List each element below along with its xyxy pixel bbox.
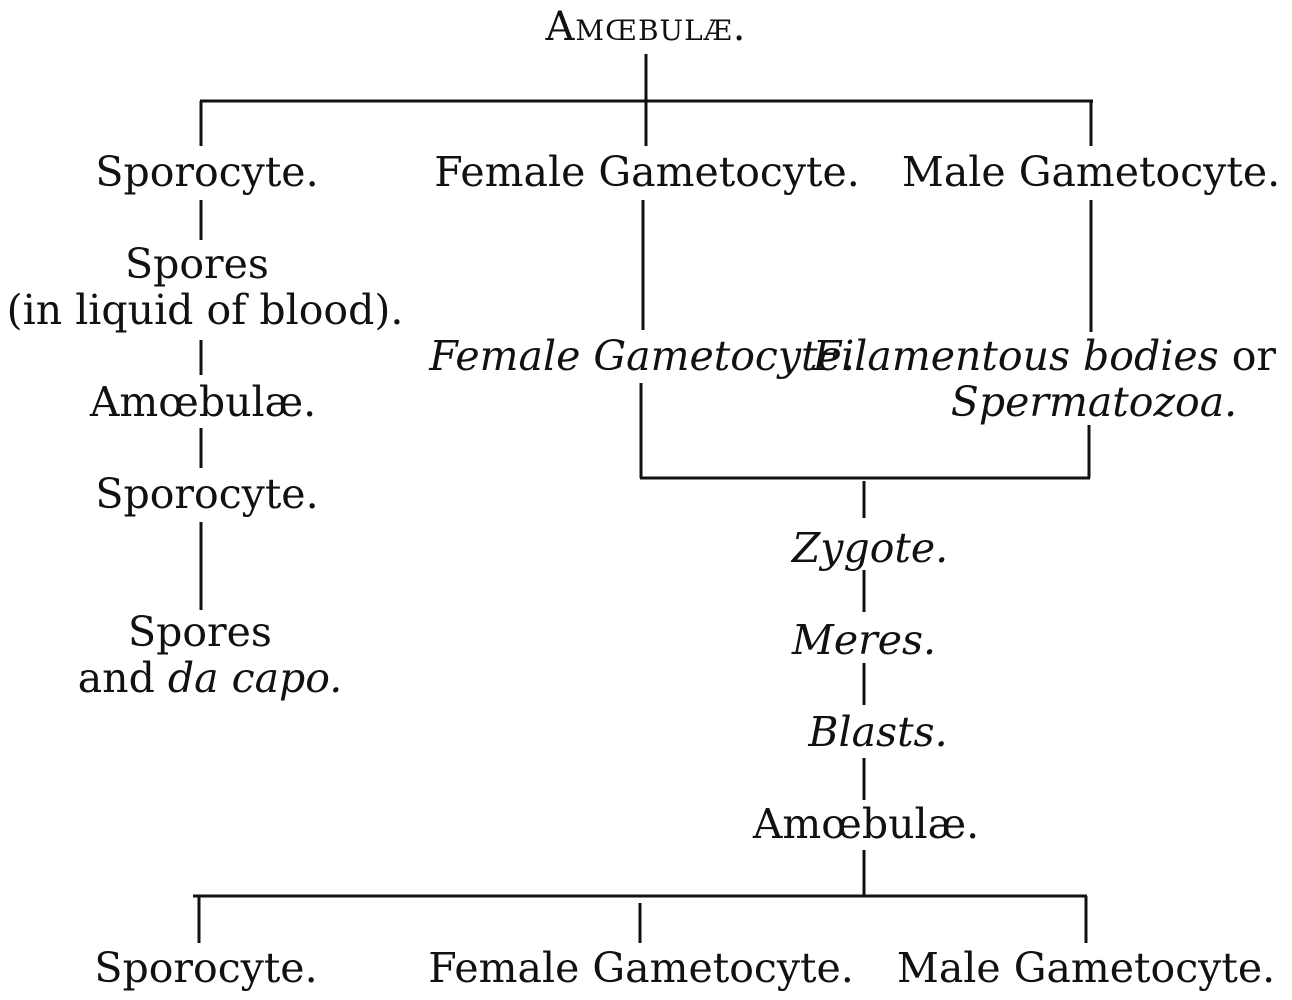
bottom-sporocyte-label: Sporocyte. [94,944,318,992]
sporocyte-second-label: Sporocyte. [95,470,319,518]
female-gametocyte-label: Female Gametocyte. [434,148,860,196]
spores-label: Spores [125,240,269,288]
da-capo-and-text: and [77,654,155,702]
female-gametocyte-italic-label: Female Gametocyte. [429,332,855,380]
root-amoebulae-label: Amœbulæ. [545,4,747,50]
filamentous-bodies-label [812,332,1276,380]
amoebulae-asexual-label: Amœbulæ. [89,378,317,426]
sporocyte-label: Sporocyte. [95,148,319,196]
spores-second-label: Spores [128,608,272,656]
bottom-female-gametocyte-label: Female Gametocyte. [428,944,854,992]
filamentous-bodies-text: Filamentous bodies [812,332,1219,380]
filamentous-or-text: or [1231,332,1276,380]
zygote-label: Zygote. [791,524,949,572]
da-capo-label [77,654,343,702]
spores-location-label: (in liquid of blood). [6,286,404,334]
male-gametocyte-label: Male Gametocyte. [901,148,1281,196]
amoebulae-sexual-label: Amœbulæ. [752,800,980,848]
bottom-male-gametocyte-label: Male Gametocyte. [896,944,1276,992]
da-capo-italic-text: da capo. [167,654,343,702]
blasts-label: Blasts. [808,708,948,756]
spermatozoa-label: Spermatozoa. [950,378,1238,426]
meres-label: Meres. [791,616,937,664]
